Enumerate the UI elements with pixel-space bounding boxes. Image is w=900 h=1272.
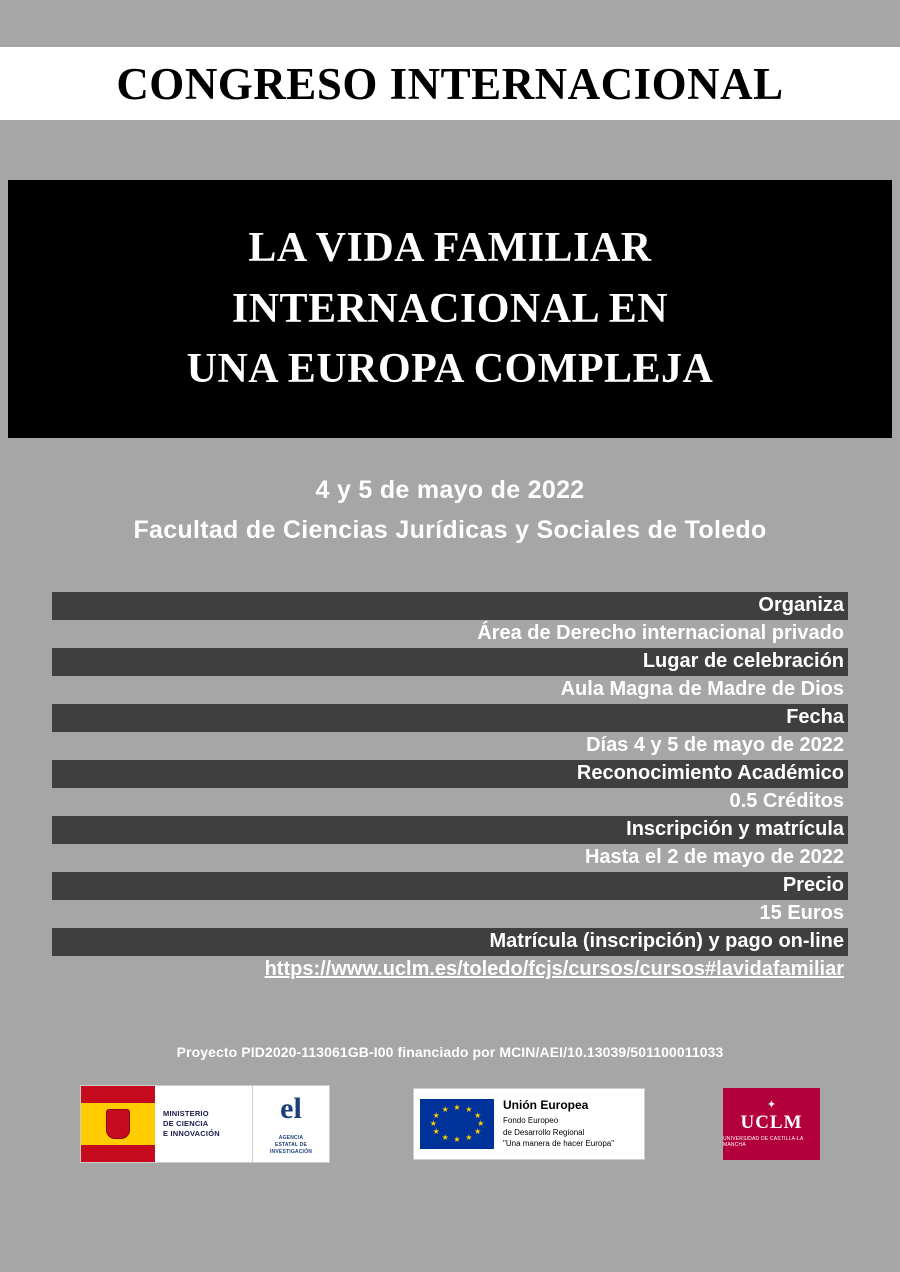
- banner-title: CONGRESO INTERNACIONAL: [116, 58, 784, 109]
- details-list: [52, 592, 848, 984]
- ministerio-line-1: MINISTERIO: [163, 1108, 209, 1118]
- uclm-logo: [723, 1088, 820, 1160]
- ministerio-text-block: [155, 1086, 252, 1162]
- uclm-emblem-icon: ✦: [766, 1099, 777, 1111]
- eu-line-2: de Desarrollo Regional: [503, 1127, 585, 1137]
- aei-line-1: AGENCIA: [278, 1135, 304, 1141]
- ministerio-line-3: E INNOVACIÓN: [163, 1129, 220, 1139]
- main-title-block: [8, 180, 892, 438]
- logo-row: [0, 1085, 900, 1165]
- title-line-3: UNA EUROPA COMPLEJA: [186, 346, 714, 393]
- matricula-url-link[interactable]: https://www.uclm.es/toledo/fcjs/cursos/cursos#lavidafamiliar: [264, 958, 844, 980]
- detail-value-precio: 15 Euros: [759, 902, 844, 924]
- eu-line-3: "Una manera de hacer Europa": [503, 1139, 615, 1149]
- ministerio-line-2: DE CIENCIA: [163, 1118, 209, 1128]
- uclm-subtitle: UNIVERSIDAD DE CASTILLA-LA MANCHA: [723, 1136, 804, 1148]
- union-europea-logo: [413, 1088, 645, 1160]
- eu-flag-icon: ★ ★ ★ ★ ★ ★ ★ ★ ★ ★ ★ ★: [420, 1099, 494, 1149]
- spain-flag-icon: [81, 1086, 155, 1162]
- detail-value-organiza: Área de Derecho internacional privado: [477, 622, 844, 644]
- funding-note: Proyecto PID2020-113061GB-I00 financiado por MCIN/AEI/10.13039/501100011033: [176, 1044, 724, 1060]
- eu-title: Unión Europea: [503, 1098, 589, 1113]
- detail-heading-inscripcion: Inscripción y matrícula: [52, 816, 848, 844]
- title-line-1: LA VIDA FAMILIAR: [248, 224, 652, 271]
- detail-value-inscripcion: Hasta el 2 de mayo de 2022: [584, 846, 844, 868]
- aei-caption: [270, 1135, 312, 1156]
- detail-heading-lugar: Lugar de celebración: [52, 648, 848, 676]
- spain-coat-of-arms-icon: [106, 1109, 130, 1139]
- detail-value-reconocimiento: 0.5 Créditos: [729, 790, 844, 812]
- detail-heading-matricula-online: Matrícula (inscripción) y pago on-line: [52, 928, 848, 956]
- event-venue: Facultad de Ciencias Jurídicas y Sociales de Toledo: [133, 516, 767, 544]
- aei-monogram-icon: el: [280, 1092, 302, 1125]
- banner-congreso-internacional: [0, 47, 900, 120]
- uclm-name: UCLM: [740, 1112, 803, 1133]
- detail-heading-reconocimiento: Reconocimiento Académico: [52, 760, 848, 788]
- agencia-estatal-investigacion-logo: [252, 1086, 329, 1162]
- aei-line-3: INVESTIGACIÓN: [269, 1149, 313, 1155]
- detail-value-lugar: Aula Magna de Madre de Dios: [560, 678, 844, 700]
- eu-text-block: [494, 1098, 614, 1150]
- detail-value-fecha: Días 4 y 5 de mayo de 2022: [586, 734, 844, 756]
- subheading-block: [0, 476, 900, 545]
- aei-line-2: ESTATAL DE: [274, 1142, 308, 1148]
- detail-heading-fecha: Fecha: [52, 704, 848, 732]
- ministerio-ciencia-innovacion-logo: [80, 1085, 330, 1163]
- event-date: 4 y 5 de mayo de 2022: [315, 476, 585, 504]
- detail-heading-precio: Precio: [52, 872, 848, 900]
- title-line-2: INTERNACIONAL EN: [231, 285, 669, 332]
- detail-heading-organiza: Organiza: [52, 592, 848, 620]
- eu-line-1: Fondo Europeo: [503, 1116, 559, 1126]
